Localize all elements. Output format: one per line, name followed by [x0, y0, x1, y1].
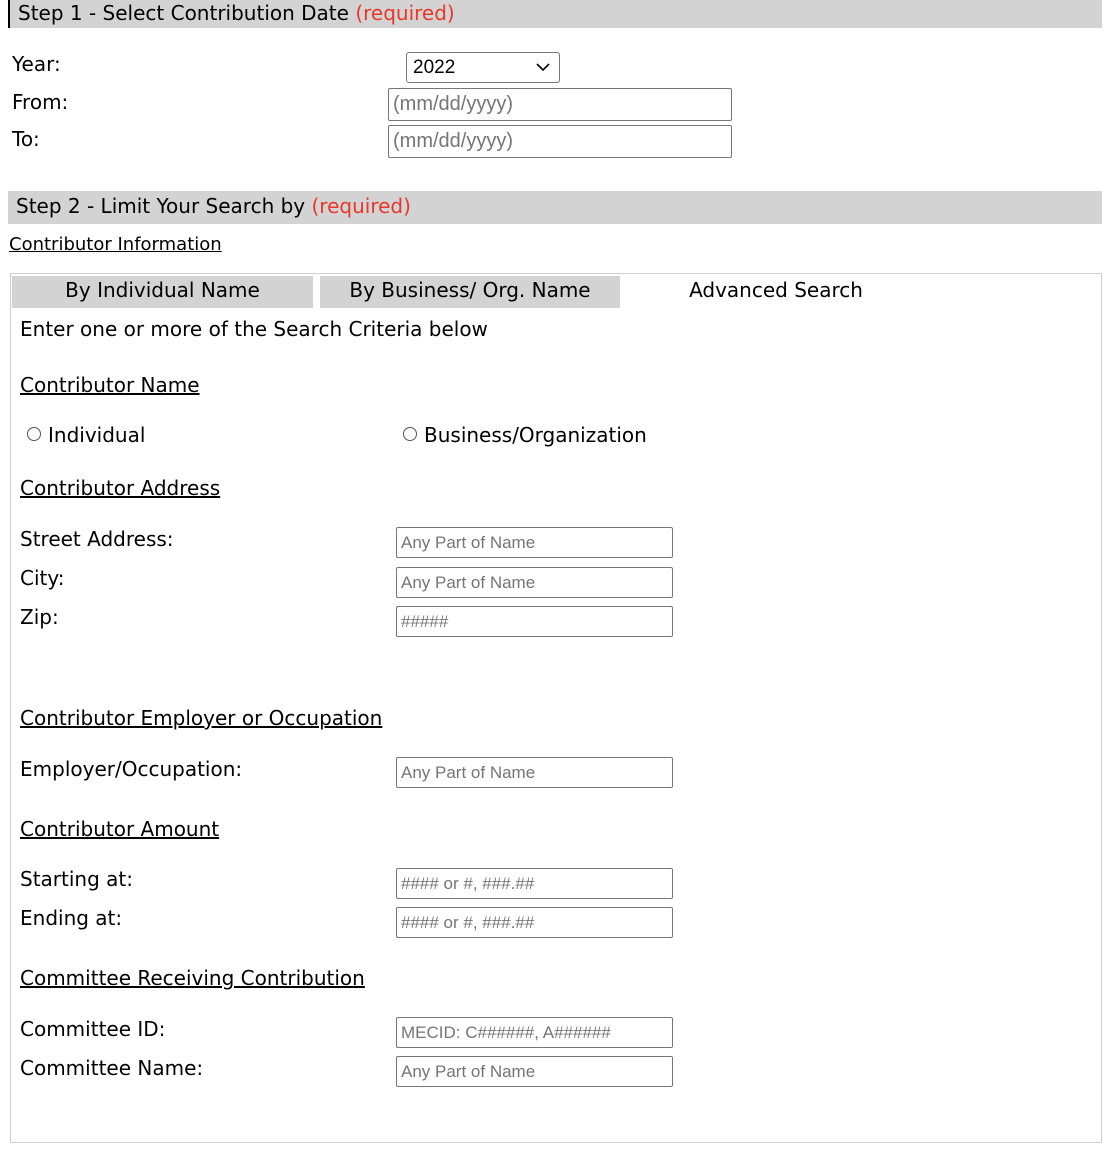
starting-at-label: Starting at:	[20, 867, 133, 891]
committee-id-label: Committee ID:	[20, 1017, 166, 1041]
step2-title: Step 2 - Limit Your Search by	[16, 194, 306, 218]
contributor-amount-heading: Contributor Amount	[20, 817, 220, 841]
committee-name-label: Committee Name:	[20, 1056, 204, 1080]
business-organization-radio[interactable]	[403, 427, 417, 441]
year-select-value: 2022	[413, 57, 456, 78]
starting-amount-input[interactable]	[396, 868, 673, 899]
street-address-input[interactable]	[396, 527, 673, 558]
street-address-label: Street Address:	[20, 527, 174, 551]
individual-radio-label[interactable]: Individual	[48, 423, 146, 447]
step1-title: Step 1 - Select Contribution Date	[18, 1, 349, 25]
tab-business-org-name[interactable]: By Business/ Org. Name	[320, 276, 620, 308]
contributor-address-heading: Contributor Address	[20, 476, 221, 500]
tab-individual-name[interactable]: By Individual Name	[12, 276, 313, 308]
tab-advanced-search[interactable]: Advanced Search	[689, 278, 863, 302]
from-date-input[interactable]	[388, 88, 732, 121]
zip-label: Zip:	[20, 605, 59, 629]
to-date-input[interactable]	[388, 125, 732, 158]
city-label: City:	[20, 566, 65, 590]
individual-radio[interactable]	[27, 427, 41, 441]
step1-header	[8, 0, 1102, 28]
chevron-down-icon	[535, 53, 551, 82]
committee-name-input[interactable]	[396, 1056, 673, 1087]
year-label: Year:	[12, 52, 61, 76]
employer-occupation-heading: Contributor Employer or Occupation	[20, 706, 383, 730]
contributor-name-heading: Contributor Name	[20, 373, 200, 397]
committee-id-input[interactable]	[396, 1017, 673, 1048]
from-label: From:	[12, 90, 69, 114]
zip-input[interactable]	[396, 606, 673, 637]
step2-required: (required)	[311, 194, 411, 218]
city-input[interactable]	[396, 567, 673, 598]
employer-occupation-label: Employer/Occupation:	[20, 757, 243, 781]
ending-at-label: Ending at:	[20, 906, 123, 930]
contributor-information-link[interactable]: Contributor Information	[9, 234, 222, 255]
ending-amount-input[interactable]	[396, 907, 673, 938]
instructions-text: Enter one or more of the Search Criteria below	[20, 317, 488, 341]
step2-header	[8, 191, 1102, 224]
employer-occupation-input[interactable]	[396, 757, 673, 788]
step1-required: (required)	[355, 1, 455, 25]
year-select[interactable]	[406, 52, 560, 83]
committee-heading: Committee Receiving Contribution	[20, 966, 365, 990]
to-label: To:	[12, 127, 40, 151]
business-organization-radio-label[interactable]: Business/Organization	[424, 423, 647, 447]
